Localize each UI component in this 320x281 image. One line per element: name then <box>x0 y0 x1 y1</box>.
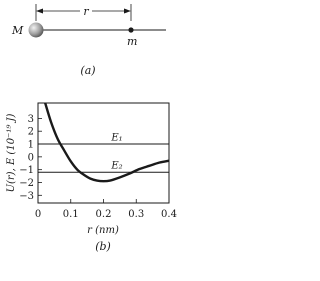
arrowhead-right-icon <box>124 9 131 14</box>
energy-level-label: E₂ <box>111 160 123 172</box>
x-axis-label: r (nm) <box>87 225 119 236</box>
caption-a: (a) <box>80 64 96 77</box>
plot-frame <box>38 103 169 203</box>
part-a <box>11 4 166 77</box>
potential-curve <box>45 103 169 181</box>
y-tick-label: 0 <box>27 152 34 164</box>
mass-big-sphere <box>29 23 44 38</box>
x-tick-label: 0.3 <box>128 209 145 220</box>
x-tick-label: 0.2 <box>95 209 112 220</box>
mass-big-label: M <box>12 24 24 37</box>
y-tick-label: −3 <box>19 190 34 202</box>
y-axis-ticks <box>19 114 42 202</box>
y-axis-label: U(r), E (10⁻¹⁹ J) <box>6 113 17 193</box>
separation-label: r <box>83 5 89 18</box>
y-tick-label: 3 <box>27 113 34 125</box>
chart <box>19 103 177 220</box>
y-tick-label: 1 <box>27 139 34 151</box>
x-tick-label: 0 <box>34 209 42 220</box>
mass-small-label: m <box>127 35 138 48</box>
arrowhead-left-icon <box>36 9 43 14</box>
y-tick-label: −1 <box>19 165 34 177</box>
x-tick-label: 0.4 <box>161 209 177 220</box>
y-tick-label: −2 <box>19 177 34 189</box>
mass-small-dot <box>128 27 133 32</box>
y-tick-label: 2 <box>27 126 34 138</box>
energy-level-label: E₁ <box>111 132 123 144</box>
x-tick-label: 0.1 <box>62 209 79 220</box>
caption-b: (b) <box>95 240 111 253</box>
x-axis-ticks <box>35 199 177 220</box>
part-b <box>6 103 177 253</box>
